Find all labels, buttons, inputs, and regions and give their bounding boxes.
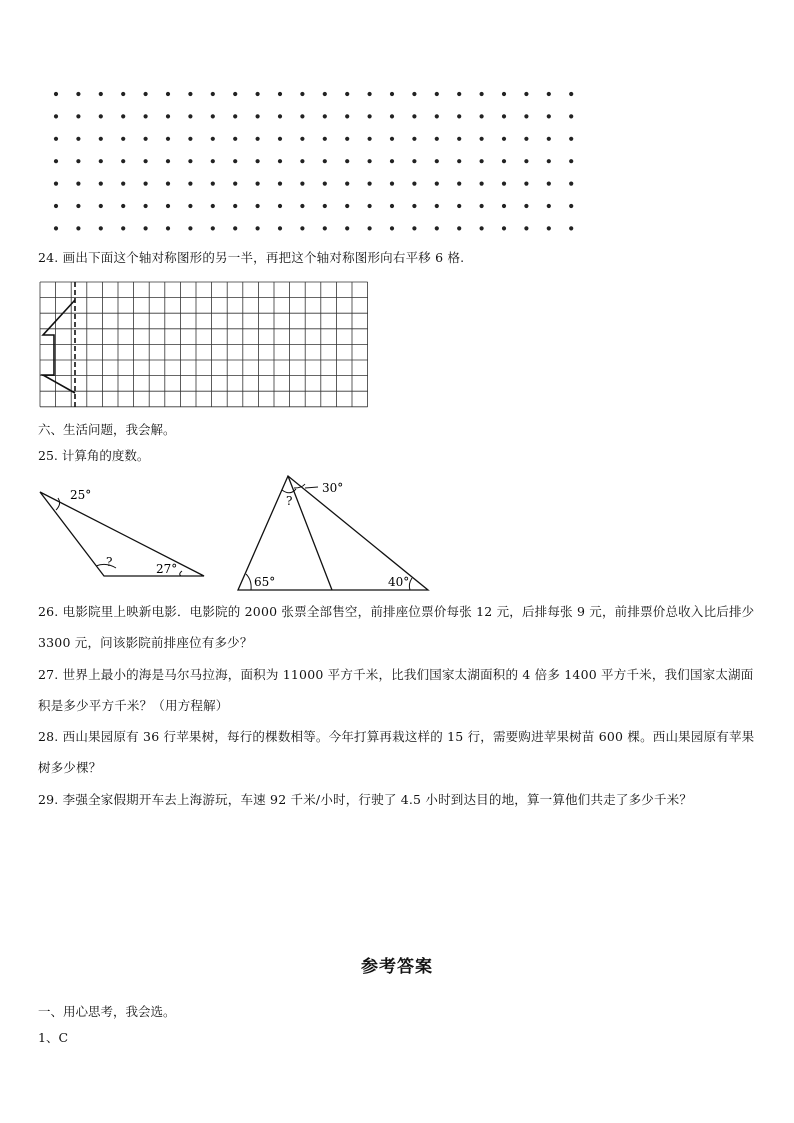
grid-dot: [547, 114, 551, 118]
grid-dot: [256, 92, 260, 96]
grid-dot: [233, 137, 237, 141]
grid-dot: [412, 114, 416, 118]
grid-dot: [121, 114, 125, 118]
grid-dot: [390, 92, 394, 96]
grid-dot: [547, 182, 551, 186]
grid-dot: [390, 226, 394, 230]
grid-dot: [188, 226, 192, 230]
question-24: [38, 242, 760, 273]
grid-dot: [457, 226, 461, 230]
grid-dot: [569, 182, 573, 186]
section-6-heading: 六、生活问题，我会解。: [38, 422, 176, 437]
grid-dot: [480, 114, 484, 118]
grid-dot: [368, 226, 372, 230]
grid-dot: [480, 204, 484, 208]
grid-dot: [457, 159, 461, 163]
grid-dot: [390, 204, 394, 208]
grid-dot: [345, 182, 349, 186]
grid-dot: [144, 137, 148, 141]
grid-dot: [144, 182, 148, 186]
grid-dot: [547, 137, 551, 141]
grid-dot: [76, 182, 80, 186]
grid-dot: [412, 182, 416, 186]
angle-arc: [246, 574, 251, 590]
grid-dot: [323, 226, 327, 230]
grid-dot: [480, 159, 484, 163]
grid-dot: [345, 114, 349, 118]
question-text: 计算角的度数。: [61, 448, 150, 463]
question-29: [38, 784, 760, 815]
square-grid: [38, 280, 372, 412]
angle-label-top: 25°: [70, 488, 92, 502]
question-number: 26.: [38, 604, 59, 619]
grid-dot: [435, 114, 439, 118]
grid-dot: [368, 182, 372, 186]
grid-dot: [502, 226, 506, 230]
grid-dot: [457, 137, 461, 141]
grid-dot: [99, 204, 103, 208]
question-text: 画出下面这个轴对称图形的另一半，再把这个轴对称图形向右平移 6 格.: [62, 250, 465, 265]
grid-dot: [144, 204, 148, 208]
grid-dot: [323, 159, 327, 163]
grid-dot: [435, 159, 439, 163]
grid-dot: [256, 182, 260, 186]
grid-dot: [368, 137, 372, 141]
label-leader: [305, 487, 318, 488]
grid-dot: [435, 226, 439, 230]
grid-dot: [457, 204, 461, 208]
grid-dot: [188, 137, 192, 141]
grid-dot: [99, 137, 103, 141]
grid-dot: [457, 92, 461, 96]
question-text: 电影院里上映新电影．电影院的 2000 张票全部售空，前排座位票价每张 12 元，后排每张 9 元，前排票价总收入比后排少 3300 元，问该影院前排座位有多少？: [38, 604, 755, 650]
grid-dot: [166, 92, 170, 96]
triangle-1-outline: [40, 492, 204, 576]
grid-dot: [435, 182, 439, 186]
grid-dot: [412, 159, 416, 163]
grid-dot: [323, 182, 327, 186]
grid-dot: [166, 159, 170, 163]
grid-dot: [76, 114, 80, 118]
grid-dot: [166, 182, 170, 186]
grid-dot: [345, 92, 349, 96]
grid-dot: [233, 226, 237, 230]
grid-dot: [121, 204, 125, 208]
grid-dot: [502, 182, 506, 186]
grid-dot: [54, 137, 58, 141]
answer-item-1: 1、C: [38, 1030, 69, 1045]
grid-dot: [278, 226, 282, 230]
grid-dot: [121, 226, 125, 230]
grid-dot: [256, 226, 260, 230]
question-number: 24.: [38, 250, 59, 265]
question-number: 27.: [38, 667, 59, 682]
angle-arc: [180, 571, 182, 576]
grid-dot: [323, 92, 327, 96]
grid-dot: [211, 182, 215, 186]
grid-dot: [323, 114, 327, 118]
grid-dot: [524, 204, 528, 208]
grid-dot: [211, 114, 215, 118]
grid-dot: [256, 137, 260, 141]
grid-dot: [345, 204, 349, 208]
grid-dot: [211, 226, 215, 230]
grid-dot: [278, 114, 282, 118]
grid-dot: [569, 114, 573, 118]
question-27: [38, 659, 760, 721]
grid-dot: [166, 226, 170, 230]
grid-dot: [300, 226, 304, 230]
grid-dot: [76, 204, 80, 208]
grid-dot: [390, 159, 394, 163]
grid-dot: [480, 226, 484, 230]
triangle-2: [232, 470, 442, 594]
grid-dot: [188, 92, 192, 96]
grid-dot: [524, 92, 528, 96]
grid-dot: [457, 114, 461, 118]
triangle-1: [34, 482, 214, 582]
grid-dot: [121, 159, 125, 163]
grid-dot: [278, 92, 282, 96]
grid-dot: [76, 159, 80, 163]
grid-dot: [502, 204, 506, 208]
grid-dot: [121, 182, 125, 186]
grid-dot: [323, 204, 327, 208]
angle-label-left: 65°: [254, 575, 276, 589]
question-25: [38, 446, 149, 466]
grid-dot: [547, 204, 551, 208]
grid-dot: [166, 137, 170, 141]
grid-dot: [524, 114, 528, 118]
grid-dot: [412, 92, 416, 96]
grid-dot: [121, 137, 125, 141]
grid-lines: [40, 282, 368, 407]
grid-dot: [524, 137, 528, 141]
grid-dot: [233, 114, 237, 118]
question-28: [38, 721, 760, 783]
grid-dot: [345, 137, 349, 141]
grid-dot: [502, 114, 506, 118]
grid-dot: [457, 182, 461, 186]
grid-dot: [569, 204, 573, 208]
grid-dot: [211, 159, 215, 163]
grid-dot: [54, 182, 58, 186]
grid-dot: [390, 137, 394, 141]
grid-dot: [569, 92, 573, 96]
grid-dot: [211, 92, 215, 96]
question-26: [38, 596, 760, 658]
grid-dot: [412, 137, 416, 141]
grid-dot: [144, 114, 148, 118]
angle-label-top: 30°: [322, 481, 344, 495]
grid-dot: [569, 226, 573, 230]
grid-dot: [300, 137, 304, 141]
grid-dot: [323, 137, 327, 141]
grid-dot: [188, 204, 192, 208]
grid-dot: [390, 182, 394, 186]
grid-dot: [76, 137, 80, 141]
grid-dot: [524, 226, 528, 230]
grid-dot: [278, 182, 282, 186]
dot-grid: [40, 80, 585, 240]
grid-dot: [345, 226, 349, 230]
grid-dot: [99, 159, 103, 163]
grid-dot: [368, 114, 372, 118]
angle-label-right: 27°: [156, 562, 178, 576]
grid-dot: [480, 137, 484, 141]
grid-dot: [390, 114, 394, 118]
grid-dot: [278, 137, 282, 141]
grid-dot: [166, 114, 170, 118]
answers-title: 参考答案: [361, 957, 433, 977]
grid-dot: [188, 114, 192, 118]
grid-dot: [524, 182, 528, 186]
grid-dot: [144, 226, 148, 230]
half-figure: [43, 300, 75, 393]
grid-dot: [256, 159, 260, 163]
grid-dot: [278, 159, 282, 163]
grid-dot: [99, 226, 103, 230]
grid-dot: [233, 182, 237, 186]
grid-dot: [345, 159, 349, 163]
grid-dot: [166, 204, 170, 208]
grid-dot: [368, 92, 372, 96]
grid-dot: [233, 159, 237, 163]
grid-dot: [435, 92, 439, 96]
angle-arc: [409, 578, 412, 590]
grid-dot: [211, 204, 215, 208]
grid-dot: [54, 159, 58, 163]
grid-dot: [435, 204, 439, 208]
grid-dot: [233, 204, 237, 208]
grid-dot: [569, 159, 573, 163]
question-text: 西山果园原有 36 行苹果树，每行的棵数相等。今年打算再栽这样的 15 行，需要购进苹果树苗 600 棵。西山果园原有苹果树多少棵？: [38, 729, 755, 775]
grid-dot: [547, 226, 551, 230]
grid-dot: [99, 182, 103, 186]
grid-dot: [480, 182, 484, 186]
grid-dot: [144, 92, 148, 96]
grid-dot: [502, 159, 506, 163]
grid-dot: [278, 204, 282, 208]
grid-dot: [435, 137, 439, 141]
question-text: 世界上最小的海是马尔马拉海，面积为 11000 平方千米，比我们国家太湖面积的 4 倍多 1400 平方千米，我们国家太湖面积是多少平方千米？（用方程解）: [38, 667, 754, 713]
grid-dot: [412, 226, 416, 230]
grid-dot: [547, 92, 551, 96]
angle-label-unknown: ?: [286, 494, 293, 508]
grid-dot: [300, 204, 304, 208]
grid-dot: [524, 159, 528, 163]
grid-dot: [188, 159, 192, 163]
grid-dot: [412, 204, 416, 208]
grid-dot: [569, 137, 573, 141]
grid-dot: [300, 159, 304, 163]
grid-dot: [502, 92, 506, 96]
grid-dot: [76, 226, 80, 230]
grid-dot: [76, 92, 80, 96]
grid-dot: [300, 182, 304, 186]
grid-dot: [188, 182, 192, 186]
grid-dot: [300, 92, 304, 96]
grid-dot: [99, 92, 103, 96]
grid-dot: [368, 204, 372, 208]
grid-dot: [54, 204, 58, 208]
grid-dot: [256, 204, 260, 208]
grid-dot: [99, 114, 103, 118]
grid-dot: [121, 92, 125, 96]
grid-dot: [211, 137, 215, 141]
grid-dot: [144, 159, 148, 163]
grid-dot: [54, 226, 58, 230]
grid-dot: [54, 114, 58, 118]
angle-label-unknown: ?: [106, 555, 113, 569]
grid-dot: [502, 137, 506, 141]
grid-dot: [300, 114, 304, 118]
grid-dot: [480, 92, 484, 96]
grid-dot: [547, 159, 551, 163]
grid-dot: [368, 159, 372, 163]
grid-dot: [233, 92, 237, 96]
angle-label-right: 40°: [388, 575, 410, 589]
answers-section-1-heading: 一、用心思考，我会选。: [38, 1004, 176, 1019]
question-number: 28.: [38, 729, 59, 744]
question-text: 李强全家假期开车去上海游玩，车速 92 千米/小时，行驶了 4.5 小时到达目的地，算一算他们共走了多少千米？: [62, 792, 693, 807]
question-number: 25.: [38, 448, 58, 463]
question-number: 29.: [38, 792, 59, 807]
grid-dot: [256, 114, 260, 118]
grid-dot: [54, 92, 58, 96]
